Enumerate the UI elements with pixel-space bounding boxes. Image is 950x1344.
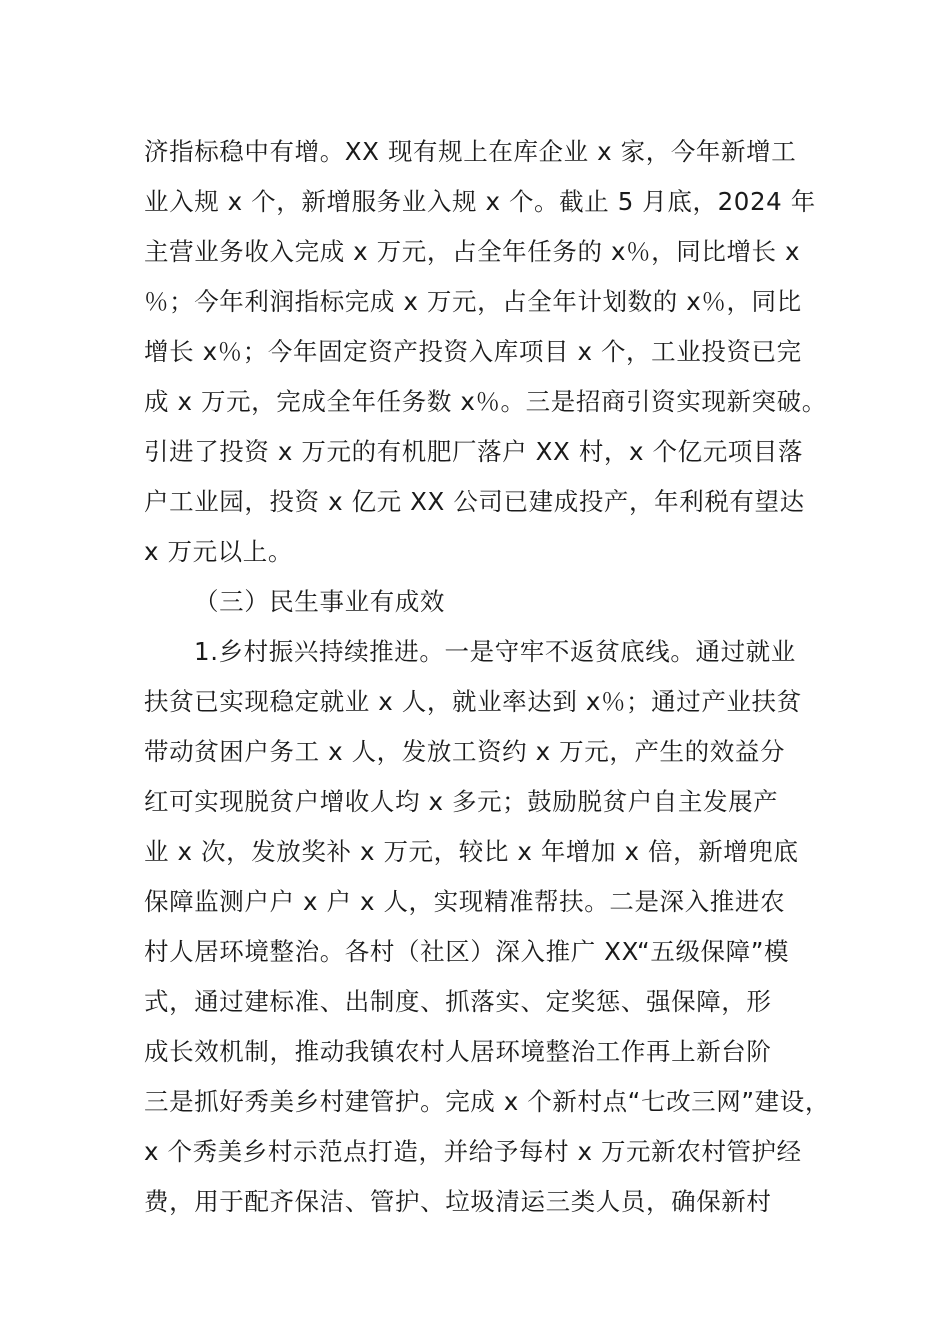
text-line: 主营业务收入完成 x 万元，占全年任务的 x％，同比增长 x: [144, 237, 801, 266]
text-line: 村人居环境整治。各村（社区）深入推广 XX“五级保障”模: [144, 937, 790, 966]
text-line: 成 x 万元，完成全年任务数 x％。三是招商引资实现新突破。: [144, 387, 827, 416]
text-line: 红可实现脱贫户增收人均 x 多元；鼓励脱贫户自主发展产: [144, 787, 779, 816]
text-line: 保障监测户户 x 户 x 人，实现精准帮扶。二是深入推进农: [144, 887, 786, 916]
text-line: x 万元以上。: [144, 537, 293, 566]
text-line: 增长 x％；今年固定资产投资入库项目 x 个，工业投资已完: [144, 337, 802, 366]
text-line: 户工业园，投资 x 亿元 XX 公司已建成投产，年利税有望达: [144, 487, 805, 516]
text-line: x 个秀美乡村示范点打造，并给予每村 x 万元新农村管护经: [144, 1137, 802, 1166]
text-line: 业入规 x 个，新增服务业入规 x 个。截止 5 月底，2024 年: [144, 187, 816, 216]
text-line: 业 x 次，发放奖补 x 万元，较比 x 年增加 x 倍，新增兜底: [144, 837, 799, 866]
text-line: 带动贫困户务工 x 人，发放工资约 x 万元，产生的效益分: [144, 737, 786, 766]
text-line: 济指标稳中有增。XX 现有规上在库企业 x 家，今年新增工: [144, 137, 797, 166]
text-line: 三是抓好秀美乡村建管护。完成 x 个新村点“七改三网”建设，: [144, 1087, 830, 1116]
text-line: 成长效机制，推动我镇农村人居环境整治工作再上新台阶: [144, 1037, 772, 1066]
document-body: [144, 127, 834, 1227]
text-line: ％；今年利润指标完成 x 万元，占全年计划数的 x％，同比: [144, 287, 802, 316]
text-line: 引进了投资 x 万元的有机肥厂落户 XX 村，x 个亿元项目落: [144, 437, 804, 466]
text-line: 式，通过建标准、出制度、抓落实、定奖惩、强保障，形: [144, 987, 772, 1016]
section-heading: （三）民生事业有成效: [194, 587, 445, 616]
text-line: 扶贫已实现稳定就业 x 人，就业率达到 x％；通过产业扶贫: [144, 687, 802, 716]
text-line: 费，用于配齐保洁、管护、垃圾清运三类人员，确保新村: [144, 1187, 772, 1216]
text-line: 1.乡村振兴持续推进。一是守牢不返贫底线。通过就业: [194, 637, 796, 666]
